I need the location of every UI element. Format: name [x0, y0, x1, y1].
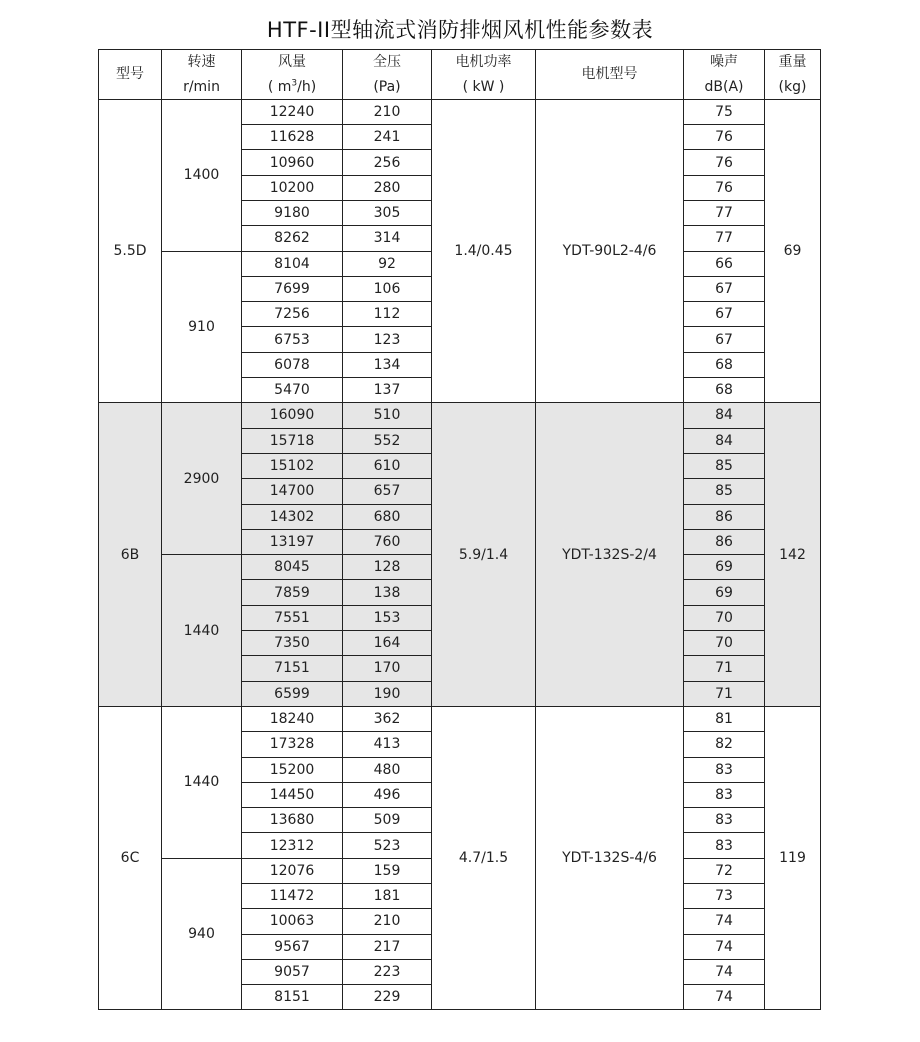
pressure-cell: 159 [343, 858, 432, 883]
noise-cell: 67 [684, 327, 765, 352]
airflow-cell: 8151 [242, 985, 343, 1010]
weight-cell: 142 [765, 403, 821, 707]
pressure-cell: 256 [343, 150, 432, 175]
pressure-cell: 138 [343, 580, 432, 605]
noise-cell: 83 [684, 808, 765, 833]
airflow-cell: 17328 [242, 732, 343, 757]
airflow-cell: 5470 [242, 378, 343, 403]
header-airflow: 风量 [242, 50, 343, 75]
header-row-top [99, 50, 821, 75]
noise-cell: 68 [684, 352, 765, 377]
pressure-cell: 210 [343, 99, 432, 124]
table-row [99, 706, 821, 731]
group-6c [99, 706, 821, 1010]
noise-cell: 83 [684, 757, 765, 782]
pressure-cell: 509 [343, 808, 432, 833]
speed-cell: 1400 [162, 99, 242, 251]
airflow-cell: 12312 [242, 833, 343, 858]
pressure-cell: 496 [343, 782, 432, 807]
pressure-cell: 128 [343, 555, 432, 580]
header-speed: 转速 [162, 50, 242, 75]
pressure-cell: 106 [343, 276, 432, 301]
airflow-cell: 14700 [242, 479, 343, 504]
noise-cell: 74 [684, 985, 765, 1010]
group-5-5d [99, 99, 821, 403]
pressure-cell: 413 [343, 732, 432, 757]
pressure-cell: 210 [343, 909, 432, 934]
noise-cell: 83 [684, 782, 765, 807]
pressure-cell: 480 [343, 757, 432, 782]
power-cell: 1.4/0.45 [432, 99, 536, 403]
pressure-cell: 92 [343, 251, 432, 276]
header-model: 型号 [99, 50, 162, 100]
airflow-cell: 13197 [242, 529, 343, 554]
noise-cell: 71 [684, 681, 765, 706]
noise-cell: 75 [684, 99, 765, 124]
airflow-cell: 7151 [242, 656, 343, 681]
header-pressure-unit: (Pa) [343, 74, 432, 99]
noise-cell: 86 [684, 529, 765, 554]
airflow-cell: 10063 [242, 909, 343, 934]
pressure-cell: 760 [343, 529, 432, 554]
airflow-cell: 8262 [242, 226, 343, 251]
noise-cell: 74 [684, 909, 765, 934]
airflow-cell: 8045 [242, 555, 343, 580]
airflow-cell: 18240 [242, 706, 343, 731]
noise-cell: 67 [684, 302, 765, 327]
page-title: HTF-II型轴流式消防排烟风机性能参数表 [266, 18, 654, 42]
header-noise: 噪声 [684, 50, 765, 75]
airflow-cell: 14302 [242, 504, 343, 529]
header-power: 电机功率 [432, 50, 536, 75]
weight-cell: 69 [765, 99, 821, 403]
header-noise-unit: dB(A) [684, 74, 765, 99]
noise-cell: 67 [684, 276, 765, 301]
noise-cell: 76 [684, 125, 765, 150]
pressure-cell: 680 [343, 504, 432, 529]
speed-cell: 1440 [162, 706, 242, 858]
motor-cell: YDT-132S-2/4 [536, 403, 684, 707]
header-weight: 重量 [765, 50, 821, 75]
header-airflow-unit: ( $m^3/h$) [242, 74, 343, 99]
airflow-cell: 7350 [242, 631, 343, 656]
speed-cell: 940 [162, 858, 242, 1010]
header-weight-unit: (kg) [765, 74, 821, 99]
model-cell: 6B [99, 403, 162, 707]
airflow-cell: 15718 [242, 428, 343, 453]
noise-cell: 69 [684, 580, 765, 605]
pressure-cell: 112 [343, 302, 432, 327]
pressure-cell: 229 [343, 985, 432, 1010]
airflow-cell: 15200 [242, 757, 343, 782]
airflow-cell: 7551 [242, 605, 343, 630]
power-cell: 4.7/1.5 [432, 706, 536, 1010]
noise-cell: 81 [684, 706, 765, 731]
airflow-cell: 9180 [242, 200, 343, 225]
header-speed-unit: r/min [162, 74, 242, 99]
noise-cell: 83 [684, 833, 765, 858]
model-cell: 5.5D [99, 99, 162, 403]
pressure-cell: 610 [343, 453, 432, 478]
noise-cell: 77 [684, 226, 765, 251]
speed-cell: 910 [162, 251, 242, 403]
noise-cell: 86 [684, 504, 765, 529]
pressure-cell: 241 [343, 125, 432, 150]
airflow-cell: 12076 [242, 858, 343, 883]
airflow-cell: 10200 [242, 175, 343, 200]
noise-cell: 85 [684, 479, 765, 504]
noise-cell: 76 [684, 175, 765, 200]
noise-cell: 76 [684, 150, 765, 175]
speed-cell: 1440 [162, 555, 242, 707]
pressure-cell: 181 [343, 883, 432, 908]
airflow-cell: 11628 [242, 125, 343, 150]
speed-cell: 2900 [162, 403, 242, 555]
pressure-cell: 170 [343, 656, 432, 681]
power-cell: 5.9/1.4 [432, 403, 536, 707]
pressure-cell: 123 [343, 327, 432, 352]
noise-cell: 84 [684, 428, 765, 453]
airflow-cell: 12240 [242, 99, 343, 124]
table-row [99, 99, 821, 124]
group-6b [99, 403, 821, 707]
noise-cell: 73 [684, 883, 765, 908]
airflow-cell: 6599 [242, 681, 343, 706]
airflow-cell: 10960 [242, 150, 343, 175]
noise-cell: 69 [684, 555, 765, 580]
weight-cell: 119 [765, 706, 821, 1010]
noise-cell: 84 [684, 403, 765, 428]
airflow-cell: 13680 [242, 808, 343, 833]
pressure-cell: 305 [343, 200, 432, 225]
pressure-cell: 280 [343, 175, 432, 200]
header-motor: 电机型号 [536, 50, 684, 100]
airflow-cell: 11472 [242, 883, 343, 908]
noise-cell: 82 [684, 732, 765, 757]
pressure-cell: 217 [343, 934, 432, 959]
airflow-cell: 9567 [242, 934, 343, 959]
noise-cell: 74 [684, 934, 765, 959]
pressure-cell: 134 [343, 352, 432, 377]
model-cell: 6C [99, 706, 162, 1010]
pressure-cell: 362 [343, 706, 432, 731]
noise-cell: 85 [684, 453, 765, 478]
motor-cell: YDT-90L2-4/6 [536, 99, 684, 403]
airflow-cell: 9057 [242, 959, 343, 984]
airflow-cell: 14450 [242, 782, 343, 807]
pressure-cell: 510 [343, 403, 432, 428]
header-power-unit: ( kW ) [432, 74, 536, 99]
pressure-cell: 657 [343, 479, 432, 504]
noise-cell: 77 [684, 200, 765, 225]
pressure-cell: 153 [343, 605, 432, 630]
airflow-cell: 7699 [242, 276, 343, 301]
table-row [99, 403, 821, 428]
header-pressure: 全压 [343, 50, 432, 75]
noise-cell: 68 [684, 378, 765, 403]
airflow-cell: 6753 [242, 327, 343, 352]
airflow-cell: 8104 [242, 251, 343, 276]
noise-cell: 71 [684, 656, 765, 681]
header-row-units [99, 74, 821, 99]
pressure-cell: 223 [343, 959, 432, 984]
noise-cell: 72 [684, 858, 765, 883]
pressure-cell: 314 [343, 226, 432, 251]
noise-cell: 70 [684, 605, 765, 630]
noise-cell: 66 [684, 251, 765, 276]
spec-table [98, 49, 821, 1010]
airflow-cell: 6078 [242, 352, 343, 377]
airflow-cell: 7859 [242, 580, 343, 605]
pressure-cell: 552 [343, 428, 432, 453]
pressure-cell: 190 [343, 681, 432, 706]
motor-cell: YDT-132S-4/6 [536, 706, 684, 1010]
airflow-cell: 15102 [242, 453, 343, 478]
noise-cell: 70 [684, 631, 765, 656]
pressure-cell: 137 [343, 378, 432, 403]
pressure-cell: 164 [343, 631, 432, 656]
airflow-cell: 7256 [242, 302, 343, 327]
pressure-cell: 523 [343, 833, 432, 858]
noise-cell: 74 [684, 959, 765, 984]
airflow-cell: 16090 [242, 403, 343, 428]
